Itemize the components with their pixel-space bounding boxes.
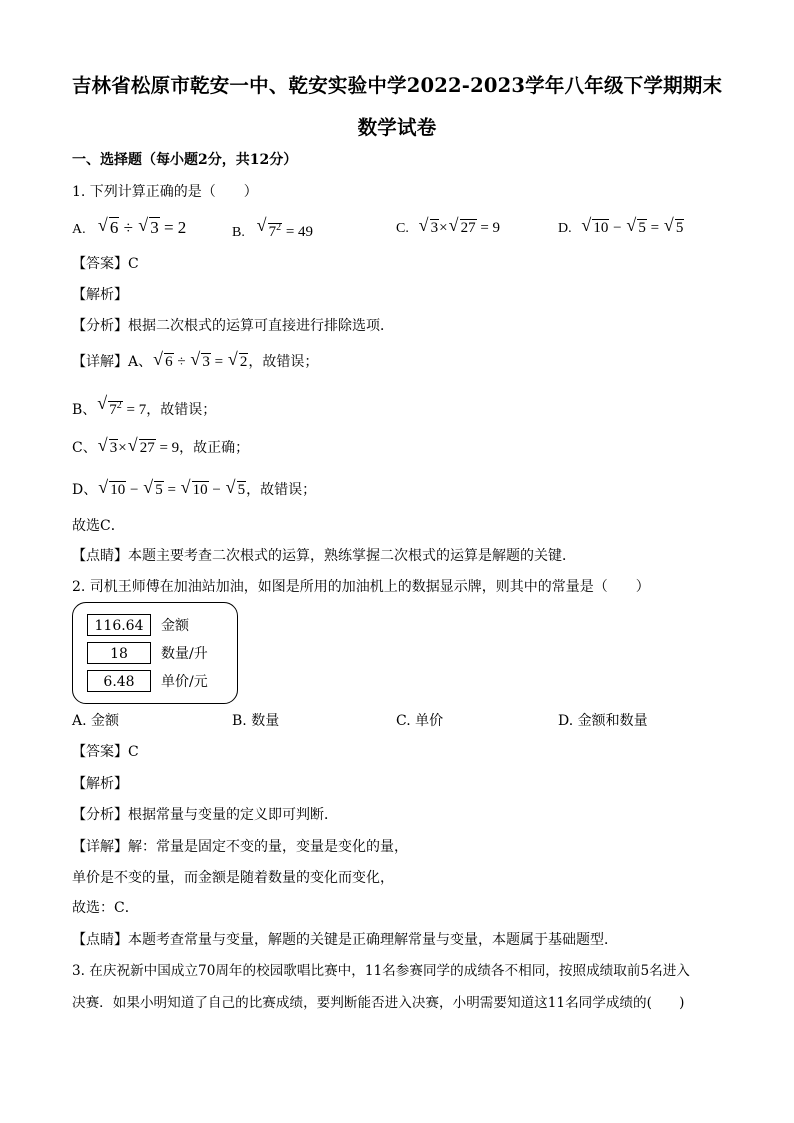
display-label: 数量/升 [161,646,208,662]
display-value-box: 18 [87,642,151,664]
q1-option-b [232,215,314,243]
q1-jiexi: 【解析】 [72,287,128,303]
result: = 7 [126,402,147,418]
q1-option-a [72,215,187,240]
option-letter: C. [396,221,409,236]
radicand: 6 [109,218,119,237]
radicand: 10 [593,220,609,236]
sqrt-expr: √ 3 [418,215,439,236]
q2-detail-1: 【详解】解：常量是固定不变的量，变量是变化的量， [72,839,408,855]
radicand: 3 [109,440,118,456]
q1-fenxi: 【分析】根据二次根式的运算可直接进行排除选项． [72,318,394,334]
q2-answer: 【答案】C [72,744,139,760]
exponent: 2 [276,222,282,233]
radicand: 27 [460,220,476,236]
radicand: 2 [239,354,248,370]
radicand: 7 [109,402,117,418]
q1-option-c [396,215,501,239]
q1-answer: 【答案】C [72,256,139,272]
sqrt-expr: √ 5 [663,215,684,236]
radicand: 3 [430,220,439,236]
sqrt-expr: √ $7^2$ [256,215,282,240]
q2-stem: 2. 司机王师傅在加油站加油，如图是所用的加油机上的数据显示牌，则其中的常量是（ ） [72,579,650,595]
detail-prefix: B、 [72,402,97,418]
detail-tail: ，故错误； [248,354,319,370]
q2-jiexi: 【解析】 [72,776,128,792]
operator: − [129,482,139,498]
q1-detail-a [72,349,319,372]
sqrt-expr: √ 5 [143,477,163,498]
detail-prefix: 【详解】A、 [72,354,153,370]
q3-stem-line1: 3. 在庆祝新中国成立70周年的校园歌唱比赛中，11名参赛同学的成绩各不相同，按照成绩取前5名进入 [72,963,690,979]
display-row-price [87,670,208,692]
q1-stem: 1. 下列计算正确的是（ ） [72,184,258,200]
q1-detail-b [72,393,217,420]
result: = 49 [285,224,314,240]
result: = 9 [159,440,180,456]
q2-option-c: C. 单价 [396,713,444,729]
q1-detail-d [72,477,317,500]
q2-option-d: D. 金额和数量 [558,713,648,729]
equals: = [650,220,660,236]
detail-tail: ，故正确； [179,440,250,456]
display-label: 单价/元 [161,674,208,690]
sqrt-expr: √ 6 [97,215,119,237]
operator: − [212,482,221,498]
radicand: 5 [638,220,646,236]
sqrt-expr: √ 5 [626,215,646,236]
option-letter: D. [558,221,572,236]
q3-stem-line2: 决赛．如果小明知道了自己的比赛成绩，要判断能否进入决赛，小明需要知道这11名同学成绩的( ) [72,995,685,1011]
radicand: 27 [139,440,155,456]
display-row-amount [87,614,189,636]
q2-option-b: B. 数量 [232,713,280,729]
option-letter: B. [232,225,245,240]
radicand: 5 [675,220,684,236]
sqrt-expr: √ 27 [127,435,155,456]
detail-tail: ，故错误； [246,482,317,498]
sqrt-expr: √ 10 [581,215,609,236]
result: = 2 [163,218,187,237]
result: = 9 [480,220,501,236]
sqrt-expr: √ 27 [448,215,476,236]
q1-conclusion: 故选C． [72,518,125,534]
operator: − [613,220,622,236]
option-letter: A. [72,222,86,237]
detail-prefix: D、 [72,482,98,498]
display-row-volume [87,642,208,664]
doc-title-line1: 吉林省松原市乾安一中、乾安实验中学2022-2023学年八年级下学期期末 [71,74,723,97]
q2-option-a: A. 金额 [72,713,120,729]
sqrt-expr: √ 3 [190,349,210,370]
q2-fenxi: 【分析】根据常量与变量的定义即可判断． [72,807,338,823]
fuel-pump-display [72,602,238,704]
q2-conclusion: 故选：C． [72,900,139,916]
detail-prefix: C、 [72,440,97,456]
equals: = [214,354,224,370]
q1-detail-c [72,435,250,458]
radicand: 5 [155,482,163,498]
display-value-box: 6.48 [87,670,151,692]
operator: × [118,440,127,456]
display-value-box: 116.64 [87,614,151,636]
exponent: 2 [116,400,122,411]
sqrt-expr: √ 6 [153,349,173,370]
operator: ÷ [177,354,186,370]
radicand: 7 [268,224,277,240]
q1-option-d [558,215,684,239]
sqrt-expr: √ 3 [138,215,159,237]
sqrt-expr: √ 10 [98,477,126,498]
operator: × [439,220,448,236]
display-label: 金额 [161,618,189,634]
operator: ÷ [123,218,133,237]
sqrt-expr: √ 2 [227,349,248,370]
q1-dianjing: 【点睛】本题主要考查二次根式的运算，熟练掌握二次根式的运算是解题的关键． [72,548,576,564]
sqrt-expr: √ 10 [180,477,208,498]
detail-tail: ，故错误； [146,402,217,418]
radicand: 5 [237,482,246,498]
radicand: 10 [192,482,208,498]
sqrt-expr: √ 5 [225,477,246,498]
radicand: 3 [202,354,210,370]
sqrt-expr: √ 3 [97,435,118,456]
q2-detail-2: 单价是不变的量，而金额是随着数量的变化而变化， [72,870,394,886]
radicand: 3 [150,218,159,237]
doc-title-line2: 数学试卷 [357,116,437,139]
radicand: 10 [110,482,126,498]
section-heading: 一、选择题（每小题2分，共12分） [72,152,298,168]
q2-dianjing: 【点睛】本题考查常量与变量，解题的关键是正确理解常量与变量，本题属于基础题型． [72,932,618,948]
sqrt-expr: √ $7^2$ [97,393,122,418]
equals: = [167,482,176,498]
radicand: 6 [165,354,173,370]
